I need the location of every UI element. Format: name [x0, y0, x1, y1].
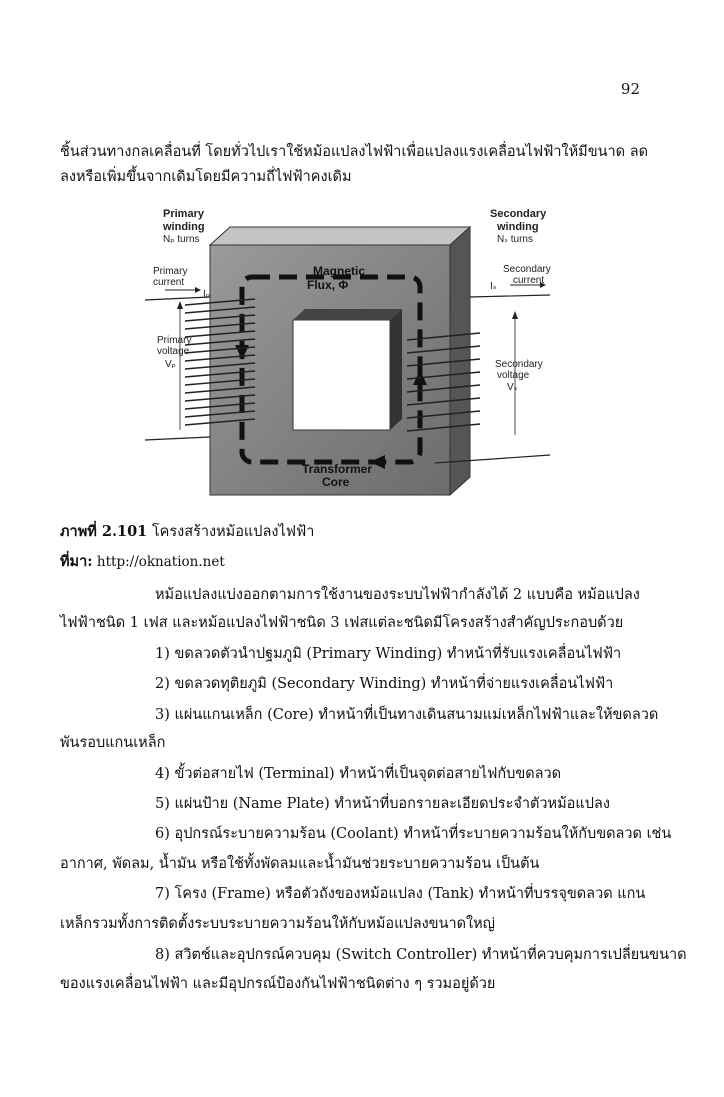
svg-text:current: current: [153, 277, 185, 288]
primary-current-arrow: [195, 287, 201, 293]
primary-winding-label: Primary: [163, 208, 204, 220]
list-item-6-line1: 6) อุปกรณ์ระบายความร้อน (Coolant) ทำหน้าที่ระบายความร้อนให้กับขดลวด เช่น: [155, 826, 672, 842]
list-item-5: 5) แผ่นป้าย (Name Plate) ทำหน้าที่บอกรายละเอียดประจำตัวหม้อแปลง: [155, 796, 610, 812]
figure-source: [60, 550, 225, 573]
list-item-4: 4) ขั้วต่อสายไฟ (Terminal) ทำหน้าที่เป็นจุดต่อสายไฟกับขดลวด: [155, 766, 562, 782]
svg-text:winding: winding: [163, 221, 205, 233]
list-item-6-line2: อากาศ, พัดลม, น้ำมัน หรือใช้ทั้งพัดลมและน้ำมันช่วยระบายความร้อน เป็นต้น: [60, 856, 540, 872]
svg-text:Flux, Φ: Flux, Φ: [307, 278, 349, 292]
body-p1-line2: ไฟฟ้าชนิด 1 เฟส และหม้อแปลงไฟฟ้าชนิด 3 เฟสแต่ละชนิดมีโครงสร้างสำคัญประกอบด้วย: [60, 615, 624, 631]
list-item-1: 1) ขดลวดตัวนำปฐมภูมิ (Primary Winding) ทำหน้าที่รับแรงเคลื่อนไฟฟ้า: [155, 646, 622, 662]
list-item-2: 2) ขดลวดทุติยภูมิ (Secondary Winding) ทำหน้าที่จ่ายแรงเคลื่อนไฟฟ้า: [155, 676, 614, 692]
caption-label: ภาพที่ 2.101: [60, 523, 148, 540]
transformer-figure: [145, 205, 575, 510]
svg-text:Vₛ: Vₛ: [507, 382, 518, 393]
secondary-lead-top: [470, 295, 550, 297]
svg-text:Iₚ: Iₚ: [203, 289, 211, 300]
list-item-8-line1: 8) สวิตช์และอุปกรณ์ควบคุม (Switch Controller) ทำหน้าที่ควบคุมการเปลี่ยนขนาด: [155, 947, 687, 963]
svg-text:Iₛ: Iₛ: [490, 281, 497, 292]
body-p1-line1: หม้อแปลงแบ่งออกตามการใช้งานของระบบไฟฟ้ากำลังได้ 2 แบบคือ หม้อแปลง: [155, 587, 640, 603]
list-item-8-line2: ของแรงเคลื่อนไฟฟ้า และมีอุปกรณ์ป้องกันไฟฟ้าชนิดต่าง ๆ รวมอยู่ด้วย: [60, 976, 496, 992]
svg-text:winding: winding: [497, 221, 539, 233]
svg-text:Vₚ: Vₚ: [165, 359, 176, 370]
flux-label: Magnetic: [313, 264, 366, 278]
svg-text:current: current: [513, 275, 545, 286]
svg-text:Core: Core: [322, 475, 350, 489]
secondary-voltage-label: Secondary: [495, 359, 543, 370]
primary-lead-top: [145, 297, 210, 300]
primary-voltage-arrow: [177, 301, 183, 309]
secondary-turns-label: Nₛ turns: [497, 234, 533, 245]
page-number: 92: [620, 80, 640, 98]
core-window-shadow: [293, 309, 402, 320]
list-item-7-line1: 7) โครง (Frame) หรือตัวถังของหม้อแปลง (Tank) ทำหน้าที่บรรจุขดลวด แกน: [155, 886, 646, 902]
core-label: Transformer: [302, 462, 373, 476]
primary-voltage-label: Primary: [157, 335, 192, 346]
list-item-3-line2: พันรอบแกนเหล็ก: [60, 735, 166, 751]
list-item-3-line1: 3) แผ่นแกนเหล็ก (Core) ทำหน้าที่เป็นทางเดินสนามแม่เหล็กไฟฟ้าและให้ขดลวด: [155, 707, 659, 723]
caption-text: โครงสร้างหม้อแปลงไฟฟ้า: [147, 524, 315, 540]
secondary-winding-label: Secondary: [490, 208, 547, 220]
list-item-7-line2: เหล็กรวมทั้งการติดตั้งระบบระบายความร้อนให้กับหม้อแปลงขนาดใหญ่: [60, 916, 496, 932]
svg-text:voltage: voltage: [157, 346, 190, 357]
secondary-current-label: Secondary: [503, 264, 551, 275]
primary-lead-bottom: [145, 437, 210, 440]
source-label: ที่มา:: [60, 553, 93, 570]
core-top-face: [210, 227, 470, 245]
secondary-voltage-arrow: [512, 311, 518, 319]
primary-current-label: Primary: [153, 266, 188, 277]
intro-paragraph: ชิ้นส่วนทางกลเคลื่อนที่ โดยทั่วไปเราใช้หม้อแปลงไฟฟ้าเพื่อแปลงแรงเคลื่อนไฟฟ้าให้มีขนาด ลดลงหรือเพิ่มขึ้นจากเดิมโดยมีความถี่ไฟฟ้าคงเดิม: [60, 144, 649, 185]
source-url: http://oknation.net: [92, 554, 225, 570]
figure-caption: [60, 520, 314, 543]
primary-turns-label: Nₚ turns: [163, 234, 200, 245]
svg-text:voltage: voltage: [497, 370, 530, 381]
